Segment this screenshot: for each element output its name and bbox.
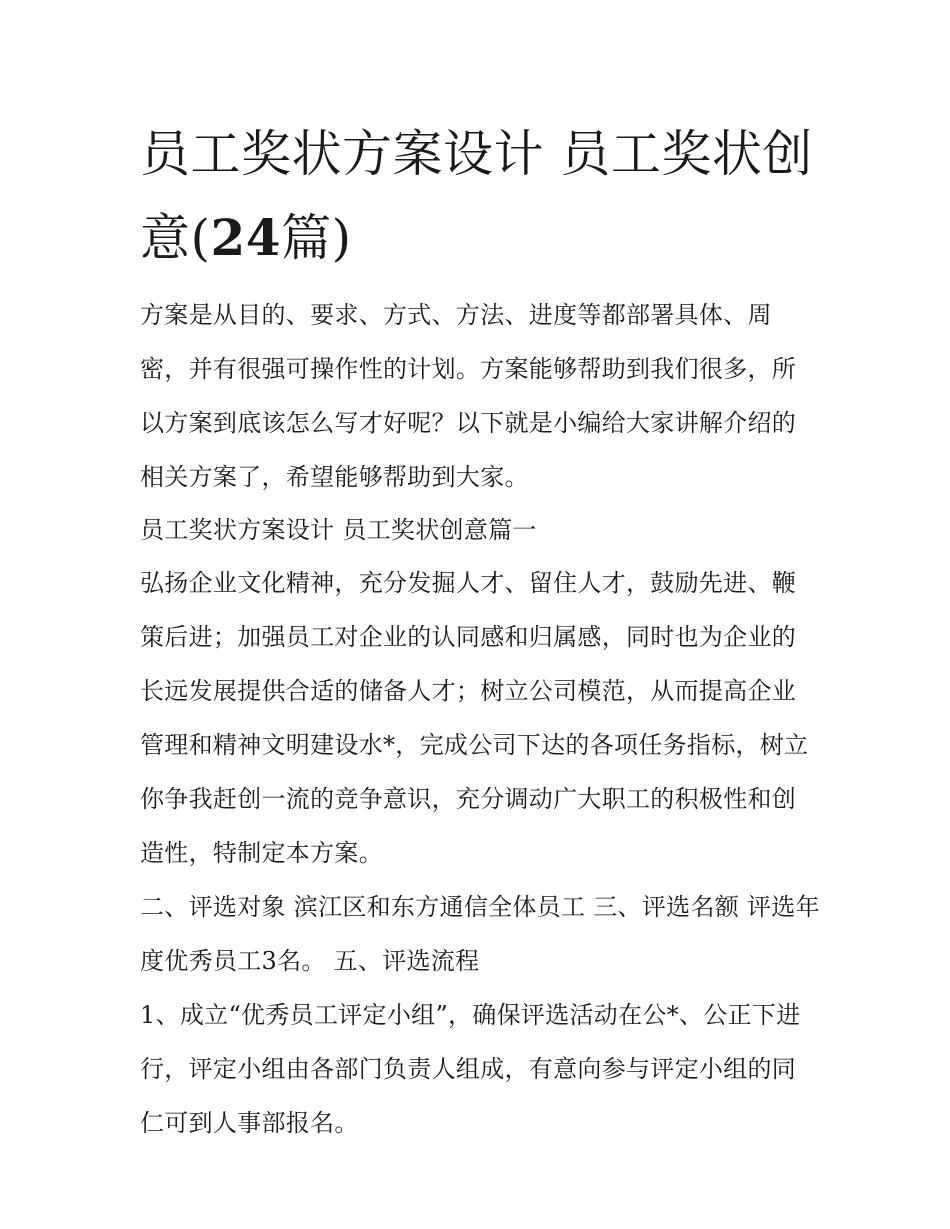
title-text-part2: 篇) [281, 209, 352, 267]
title-text-part1: 员工奖状方案设计 员工奖状创意( [140, 125, 813, 267]
document-title [140, 112, 820, 280]
section-heading: 员工奖状方案设计 员工奖状创意篇一 [140, 516, 537, 544]
title-number: 24 [210, 208, 282, 267]
process-step-1-paragraph: 1、成立“优秀员工评定小组”，确保评选活动在公*、公正下进行，评定小组由各部门负责人组成，有意向参与评定小组的同仁可到人事部报名。 [140, 1001, 801, 1137]
document-page [140, 112, 820, 1150]
purpose-paragraph: 弘扬企业文化精神，充分发掘人才、留住人才，鼓励先进、鞭策后进；加强员工对企业的认同感和归属感，同时也为企业的长远发展提供合适的储备人才；树立公司模范，从而提高企业管理和精神文明建设水*，完成公司下达的各项任务指标，树立你争我赶创一流的竞争意识，充分调动广大职工的积极性和创造性，特制定本方案。 [140, 569, 809, 867]
selection-paragraph: 二、评选对象 滨江区和东方通信全体员工 三、评选名额 评选年度优秀员工3名。 五、评选流程 [140, 893, 820, 975]
intro-paragraph: 方案是从目的、要求、方式、方法、进度等都部署具体、周密，并有很强可操作性的计划。方案能够帮助到我们很多，所以方案到底该怎么写才好呢？以下就是小编给大家讲解介绍的相关方案了，希望能够帮助到大家。 [140, 301, 797, 491]
